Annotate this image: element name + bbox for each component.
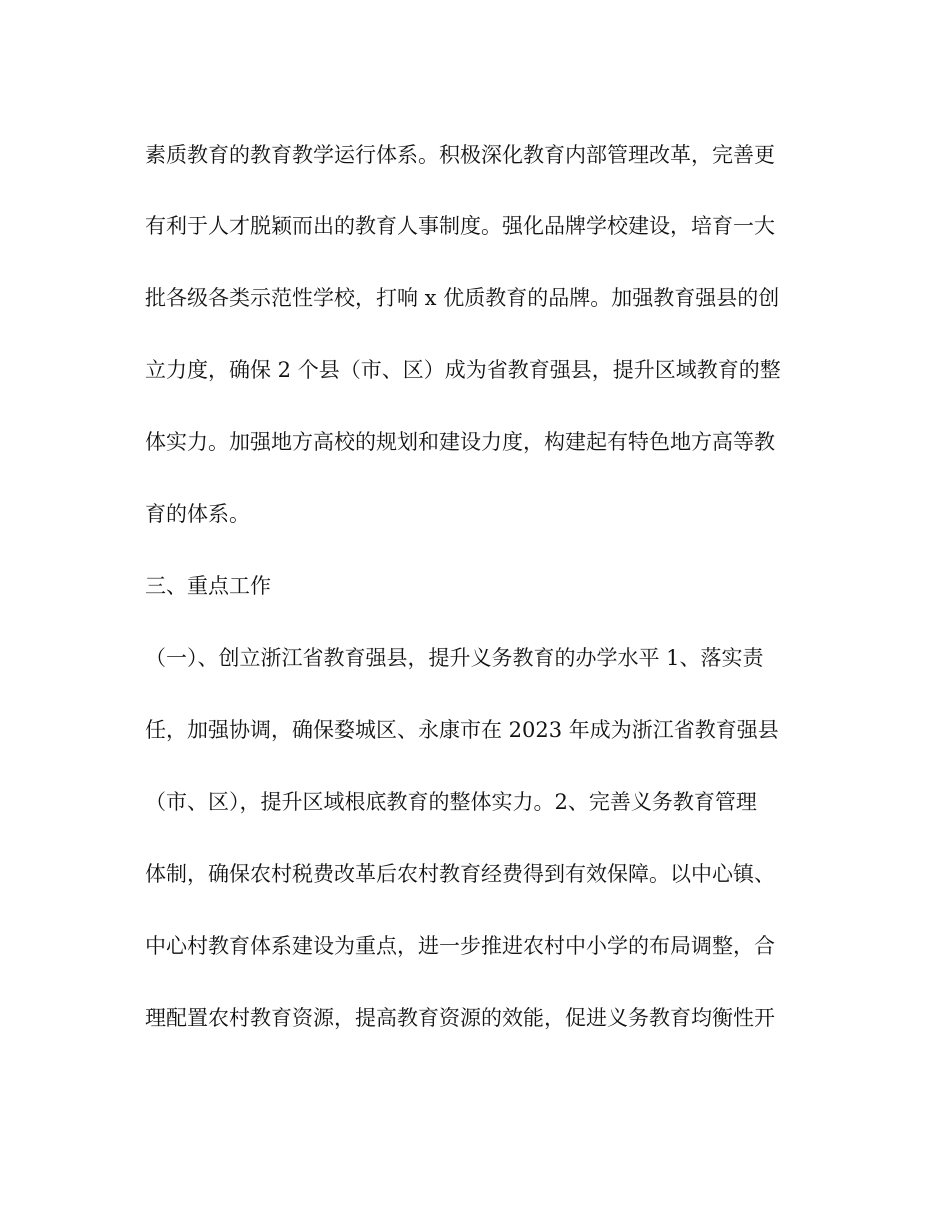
section-heading: 三、重点工作: [145, 574, 271, 598]
paragraph-line: 有利于人才脱颖而出的教育人事制度。强化品牌学校建设，培育一大: [145, 214, 775, 238]
paragraph-line: 中心村教育体系建设为重点，进一步推进农村中小学的布局调整，合: [145, 934, 775, 958]
paragraph-line: 任，加强协调，确保婺城区、永康市在 2023 年成为浙江省教育强县: [145, 718, 779, 742]
paragraph-line: （市、区），提升区域根底教育的整体实力。2、完善义务教育管理: [145, 790, 757, 814]
paragraph-line: 立力度，确保 2 个县（市、区）成为省教育强县，提升区域教育的整: [145, 358, 781, 382]
paragraph-line: （一）、创立浙江省教育强县，提升义务教育的办学水平 1、落实责: [145, 646, 764, 670]
paragraph-line: 育的体系。: [145, 502, 250, 526]
paragraph-line: 批各级各类示范性学校，打响 x 优质教育的品牌。加强教育强县的创: [145, 286, 780, 310]
paragraph-line: 体制，确保农村税费改革后农村教育经费得到有效保障。以中心镇、: [145, 862, 775, 886]
paragraph-line: 体实力。加强地方高校的规划和建设力度，构建起有特色地方高等教: [145, 430, 775, 454]
paragraph-line: 理配置农村教育资源，提高教育资源的效能，促进义务教育均衡性开: [145, 1006, 775, 1030]
paragraph-line: 素质教育的教育教学运行体系。积极深化教育内部管理改革，完善更: [145, 143, 775, 167]
